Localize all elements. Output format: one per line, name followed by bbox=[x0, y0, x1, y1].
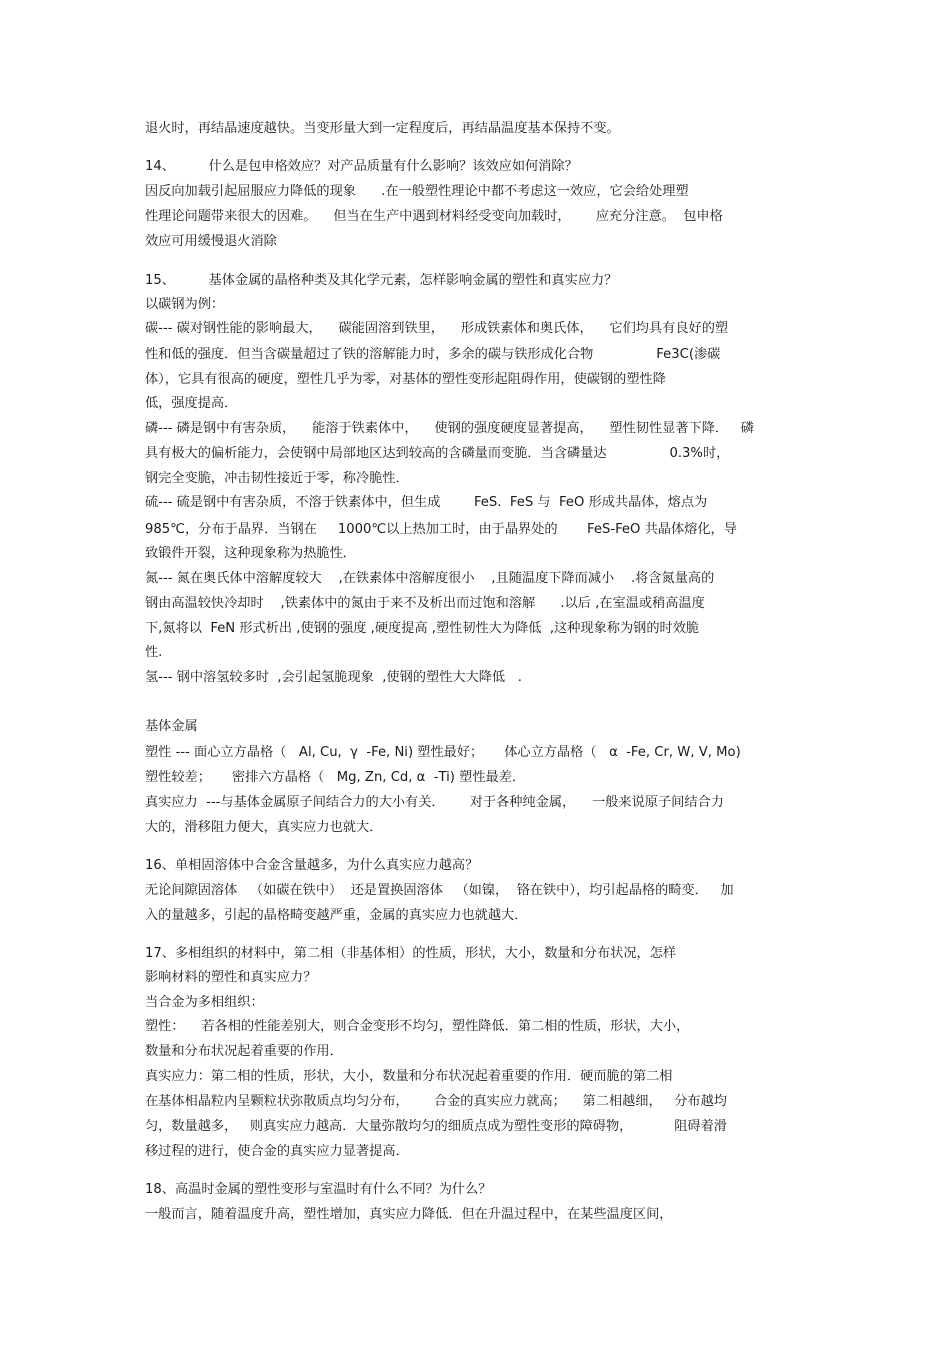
question-18-heading: 18、高温时金属的塑性变形与室温时有什么不同？为什么？ bbox=[145, 1182, 492, 1197]
question-16-heading: 16、单相固溶体中合金含量越多，为什么真实应力越高？ bbox=[145, 858, 479, 873]
text-line: 以碳钢为例： bbox=[145, 297, 225, 312]
text-line: 磷--- 磷是钢中有害杂质， 能溶于铁素体中， 使钢的强度硬度显著提高， 塑性韧性显著下降． 磷 bbox=[145, 421, 754, 436]
text-line: 致锻件开裂，这种现象称为热脆性． bbox=[145, 546, 356, 561]
text-line: 钢完全变脆，冲击韧性接近于零，称冷脆性． bbox=[145, 471, 409, 486]
text-line: 碳--- 碳对钢性能的影响最大， 碳能固溶到铁里， 形成铁素体和奥氏体， 它们均具有良好的塑 bbox=[145, 321, 729, 336]
text-line: 效应可用缓慢退火消除 bbox=[145, 234, 277, 249]
text-line: 氢--- 钢中溶氢较多时 ,会引起氢脆现象 ,使钢的塑性大大降低 . bbox=[145, 670, 522, 685]
question-14-heading: 14、 什么是包申格效应？对产品质量有什么影响？该效应如何消除？ bbox=[145, 159, 578, 174]
text-line: 低，强度提高． bbox=[145, 396, 238, 411]
text-line: 在基体相晶粒内呈颗粒状弥散质点均匀分布， 合金的真实应力就高； 第二相越细， 分布越均 bbox=[145, 1094, 727, 1109]
text-line: 硫--- 硫是钢中有害杂质，不溶于铁素体中，但生成 FeS. FeS 与 FeO 形成共晶体，熔点为 bbox=[145, 495, 708, 510]
text-line: 塑性： 若各相的性能差别大，则合金变形不均匀，塑性降低．第二相的性质，形状，大小， bbox=[145, 1019, 690, 1034]
text-line: 真实应力：第二相的性质，形状，大小，数量和分布状况起着重要的作用．硬而脆的第二相 bbox=[145, 1069, 673, 1084]
text-line: 性理论问题带来很大的因难。 但当在生产中遇到材料经受变向加载时， 应充分注意。 包申格 bbox=[145, 209, 723, 224]
text-line: 数量和分布状况起着重要的作用． bbox=[145, 1044, 343, 1059]
question-15-heading: 15、 基体金属的晶格种类及其化学元素，怎样影响金属的塑性和真实应力？ bbox=[145, 273, 618, 288]
text-line: 退火时，再结晶速度越快。当变形量大到一定程度后，再结晶温度基本保持不变。 bbox=[145, 121, 620, 136]
text-line: 匀，数量越多， 则真实应力越高．大量弥散均匀的细质点成为塑性变形的障碍物， 阻碍着滑 bbox=[145, 1119, 727, 1134]
text-line: 影响材料的塑性和真实应力？ bbox=[145, 970, 317, 985]
text-line: 钢由高温较快冷却时 ,铁素体中的氮由于来不及析出而过饱和溶解 .以后 ,在室温或稍高温度 bbox=[145, 596, 705, 611]
text-line: 下,氮将以 FeN 形式析出 ,使钢的强度 ,硬度提高 ,塑性韧性大为降低 ,这种现象称为钢的时效脆 bbox=[145, 621, 700, 636]
text-line: 氮--- 氮在奥氏体中溶解度较大 ,在铁素体中溶解度很小 ,且随温度下降而减小 .将含氮量高的 bbox=[145, 571, 715, 586]
text-line: 性. bbox=[145, 645, 163, 660]
text-line: 当合金为多相组织： bbox=[145, 995, 264, 1010]
text-line: 真实应力 ---与基体金属原子间结合力的大小有关． 对于各种纯金属， 一般来说原子间结合力 bbox=[145, 795, 724, 810]
text-line: 无论间隙固溶体 （如碳在铁中） 还是置换固溶体 （如镍， 铬在铁中），均引起晶格的畸变． 加 bbox=[145, 883, 734, 898]
text-line: 移过程的进行，使合金的真实应力显著提高． bbox=[145, 1144, 409, 1159]
question-17-heading: 17、多相组织的材料中，第二相（非基体相）的性质，形状，大小，数量和分布状况，怎样 bbox=[145, 946, 677, 961]
text-line: 一般而言，随着温度升高，塑性增加，真实应力降低．但在升温过程中，在某些温度区间， bbox=[145, 1207, 673, 1222]
text-line: 入的量越多，引起的晶格畸变越严重，金属的真实应力也就越大． bbox=[145, 908, 528, 923]
text-line: 因反向加载引起屈服应力降低的现象 .在一般塑性理论中都不考虑这一效应，它会给处理塑 bbox=[145, 184, 689, 199]
text-line: 塑性较差； 密排六方晶格（ Mg, Zn, Cd, α -Ti) 塑性最差． bbox=[145, 770, 526, 785]
text-line: 塑性 --- 面心立方晶格（ Al, Cu, γ -Fe, Ni) 塑性最好； 体心立方晶格（ α -Fe, Cr, W, V, Mo) bbox=[145, 745, 741, 760]
text-line: 体），它具有很高的硬度，塑性几乎为零，对基体的塑性变形起阻碍作用，使碳钢的塑性降 bbox=[145, 372, 666, 387]
section-heading: 基体金属 bbox=[145, 719, 198, 734]
text-line: 大的，滑移阻力便大，真实应力也就大． bbox=[145, 820, 383, 835]
text-line: 具有极大的偏析能力，会使钢中局部地区达到较高的含磷量而变脆．当含磷量达 0.3%时， bbox=[145, 446, 730, 461]
text-line: 性和低的强度．但当含碳量超过了铁的溶解能力时，多余的碳与铁形成化合物 Fe3C(渗碳 bbox=[145, 347, 721, 362]
text-line: 985℃，分布于晶界．当钢在 1000℃以上热加工时，由于晶界处的 FeS-FeO 共晶体熔化，导 bbox=[145, 522, 737, 537]
